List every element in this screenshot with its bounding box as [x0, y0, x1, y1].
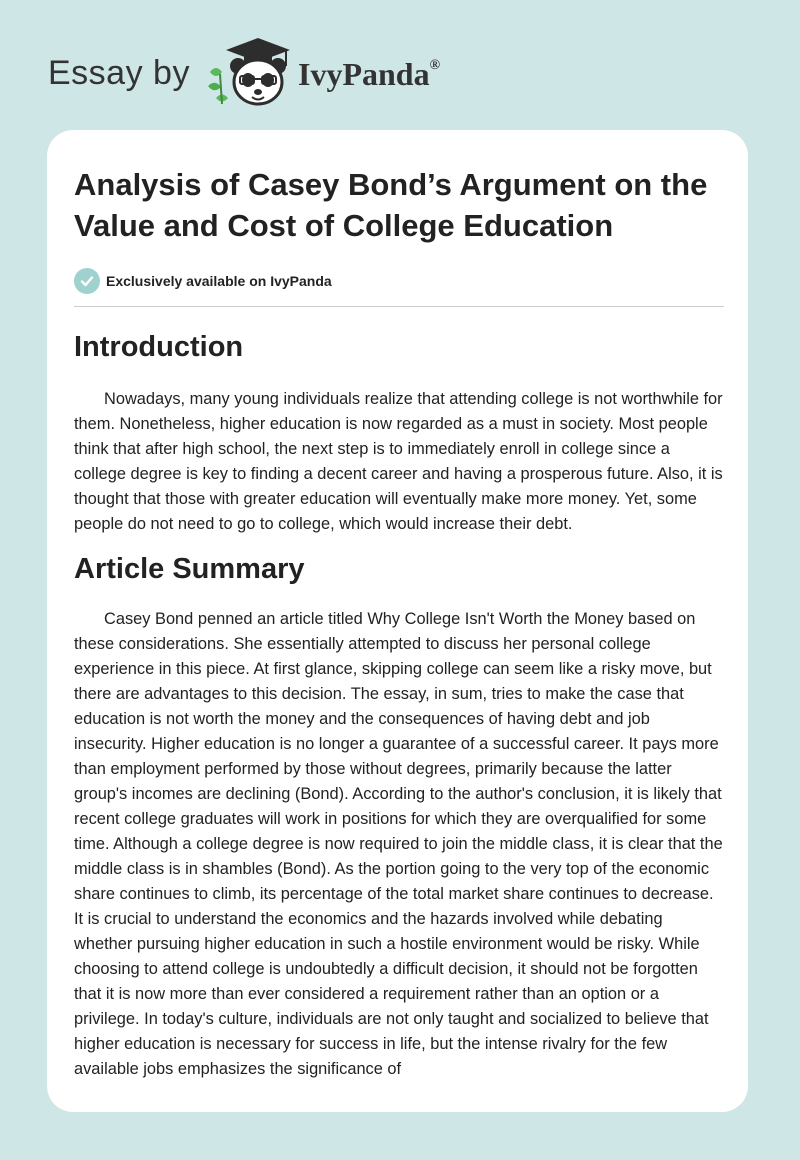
- registered-mark: ®: [429, 58, 441, 74]
- essay-content: [74, 164, 724, 1082]
- ivy-leaf-icon: [208, 68, 228, 104]
- site-header: [0, 0, 800, 130]
- section-heading-article-summary: Article Summary: [74, 553, 305, 585]
- section-body-article-summary: Casey Bond penned an article titled Why College Isn't Worth the Money based on these considerations. She essentially attempted to discuss her personal college experience in this piece. At first glance, skipping college can seem like a risky move, but there are advantages to this decision. The essay, in sum, tries to make the case that education is not worth the money and the consequences of having debt and job insecurity. Higher education is no longer a guarantee of a successful career. It pays more than employment performed by those without degrees, primarily because the latter group's incomes are declining (Bond). According to the author's conclusion, it is likely that recent college graduates will work in positions for which they are overqualified for some time. Although a college degree is now required to join the middle class, it is clear that the middle class is in shambles (Bond). As the portion going to the very top of the economic share continues to climb, its percentage of the total market share continues to decrease. It is crucial to understand the economics and the hazards involved while debating whether pursuing higher education in such a hostile environment would be risky. While choosing to attend college is undoubtedly a difficult decision, it should not be forgotten that it is now more than ever considered a requirement rather than an option or a privilege. In today's culture, individuals are not only taught and socialized to believe that higher education is necessary for success in life, but the intense rivalry for the few available jobs emphasizes the significance of: [74, 610, 723, 1078]
- section-heading-introduction: Introduction: [74, 331, 244, 363]
- essay-by-label: Essay by: [48, 54, 190, 92]
- brand-name[interactable]: IvyPanda®: [298, 56, 441, 92]
- section-body-introduction: Nowadays, many young individuals realize that attending college is not worthwhile for them. Nonetheless, higher education is now regarded as a must in society. Most people think that after high school, the next step is to immediately enroll in college since a college degree is key to finding a decent career and having a prosperous future. Also, it is thought that those with greater education will eventually make more money. Yet, some people do not need to go to college, which would increase their debt.: [74, 390, 723, 533]
- essay-card: [47, 130, 748, 1112]
- exclusive-label: Exclusively available on IvyPanda: [106, 273, 332, 289]
- panda-logo-icon[interactable]: [200, 34, 292, 110]
- exclusive-badge: [74, 268, 724, 294]
- essay-title: Analysis of Casey Bond’s Argument on the Value and Cost of College Education: [74, 167, 708, 243]
- check-circle-icon: [74, 268, 100, 294]
- divider: [74, 306, 724, 307]
